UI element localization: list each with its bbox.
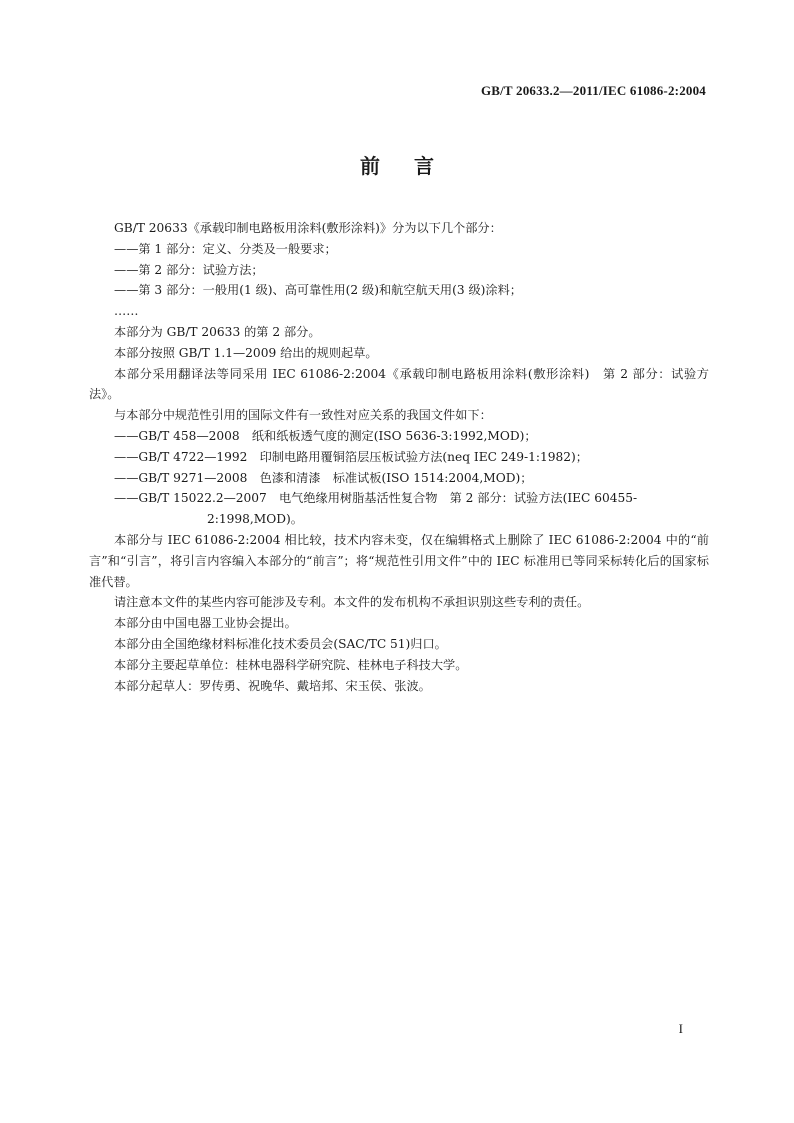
list-item-part-2: ——第 2 部分：试验方法； (114, 262, 264, 277)
paragraph-drafting-rules: 本部分按照 GB/T 1.1—2009 给出的规则起草。 (114, 345, 378, 360)
foreword-body (89, 218, 709, 696)
standard-code-header: GB/T 20633.2—2011/IEC 61086-2:2004 (480, 83, 706, 98)
paragraph-references-intro: 与本部分中规范性引用的国际文件有一致性对应关系的我国文件如下： (114, 408, 492, 423)
paragraph-comparison: 本部分与 IEC 61086-2:2004 相比较，技术内容未变，仅在编辑格式上删除了 IEC 61086-2:2004 中的“前言”和“引言”，将引言内容编入本部分的“前言”；将“规范性引用文件”中的 IEC 标准用已等同采标转化后的国家标准代替。 (89, 532, 709, 589)
paragraph-part-statement: 本部分为 GB/T 20633 的第 2 部分。 (114, 324, 321, 339)
paragraph-drafting-units: 本部分主要起草单位：桂林电器科学研究院、桂林电子科技大学。 (114, 657, 468, 672)
list-item-part-3: ——第 3 部分：一般用(1 级)、高可靠性用(2 级)和航空航天用(3 级)涂料； (114, 283, 522, 298)
paragraph-intro: GB/T 20633《承载印制电路板用涂料(敷形涂料)》分为以下几个部分： (114, 221, 502, 235)
list-item-ref-gbt4722: ——GB/T 4722—1992 印制电路用覆铜箔层压板试验方法(neq IEC 249-1:1982)； (114, 449, 588, 464)
paragraph-patent-notice: 请注意本文件的某些内容可能涉及专利。本文件的发布机构不承担识别这些专利的责任。 (114, 595, 590, 610)
list-item-part-1: ——第 1 部分：定义、分类及一般要求； (114, 241, 337, 256)
paragraph-adoption: 本部分采用翻译法等同采用 IEC 61086-2:2004《承载印制电路板用涂料(敷形涂料) 第 2 部分：试验方法》。 (89, 366, 709, 402)
paragraph-under-jurisdiction: 本部分由全国绝缘材料标准化技术委员会(SAC/TC 51)归口。 (114, 636, 447, 651)
paragraph-drafters: 本部分起草人：罗传勇、祝晚华、戴培邦、宋玉侯、张波。 (114, 678, 431, 693)
paragraph-proposed-by: 本部分由中国电器工业协会提出。 (114, 616, 297, 631)
page-number: I (678, 1021, 683, 1036)
list-item-ref-gbt15022: ——GB/T 15022.2—2007 电气绝缘用树脂基活性复合物 第 2 部分：试验方法(IEC 60455-2:1998,MOD)。 (114, 491, 638, 527)
list-item-ref-gbt9271: ——GB/T 9271—2008 色漆和清漆 标准试板(ISO 1514:2004,MOD)； (114, 470, 533, 485)
list-item-ref-gbt458: ——GB/T 458—2008 纸和纸板透气度的测定(ISO 5636-3:1992,MOD)； (114, 428, 537, 443)
list-ellipsis: …… (114, 304, 139, 319)
page-title: 前言 (360, 154, 468, 178)
